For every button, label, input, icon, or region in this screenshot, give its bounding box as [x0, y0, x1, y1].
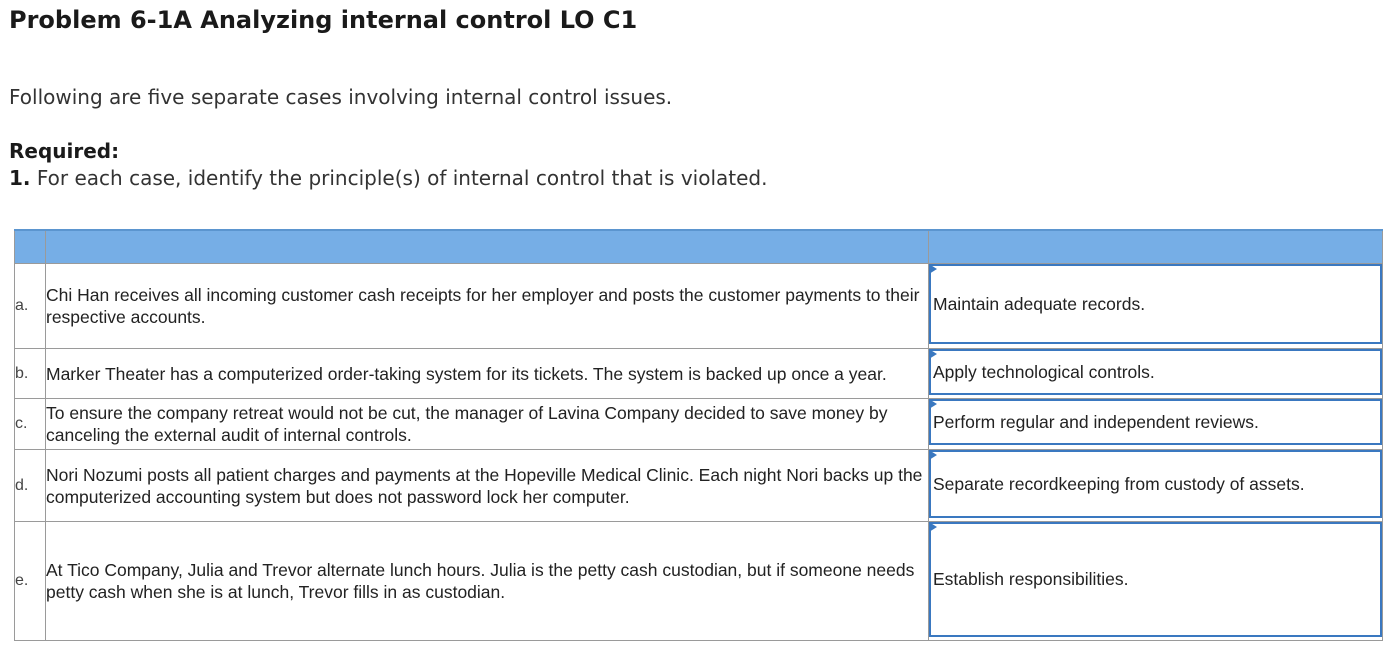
case-description: Nori Nozumi posts all patient charges and payments at the Hopeville Medical Clinic. Each night Nori backs up the computerized accounting system but does not password lock her computer. [46, 450, 929, 522]
required-instruction [9, 166, 767, 190]
answer-cell [929, 450, 1383, 522]
table-row [15, 522, 1383, 641]
dropdown-indicator-icon [929, 522, 937, 532]
answer-dropdown[interactable] [929, 399, 1382, 445]
answer-dropdown[interactable] [929, 349, 1382, 395]
answer-cell [929, 264, 1383, 349]
answer-cell [929, 349, 1383, 399]
answer-selected-value: Apply technological controls. [933, 361, 1155, 382]
answer-selected-value: Separate recordkeeping from custody of assets. [933, 473, 1305, 494]
answer-cell [929, 399, 1383, 450]
table-row [15, 264, 1383, 349]
table-row [15, 450, 1383, 522]
row-letter: e. [15, 522, 46, 641]
row-letter: d. [15, 450, 46, 522]
answer-cell [929, 522, 1383, 641]
answer-dropdown[interactable] [929, 450, 1382, 518]
case-description: Chi Han receives all incoming customer cash receipts for her employer and posts the customer payments to their respective accounts. [46, 264, 929, 349]
dropdown-indicator-icon [929, 450, 937, 460]
page-title: Problem 6-1A Analyzing internal control LO C1 [9, 6, 638, 34]
required-number: 1. [9, 166, 31, 190]
required-text: For each case, identify the principle(s) of internal control that is violated. [36, 166, 768, 190]
case-description: To ensure the company retreat would not be cut, the manager of Lavina Company decided to save money by canceling the external audit of internal controls. [46, 399, 929, 450]
row-letter: a. [15, 264, 46, 349]
header-cell-letter [15, 230, 46, 264]
table-row [15, 349, 1383, 399]
answer-selected-value: Perform regular and independent reviews. [933, 411, 1259, 432]
case-description: Marker Theater has a computerized order-taking system for its tickets. The system is backed up once a year. [46, 349, 929, 399]
dropdown-indicator-icon [929, 349, 937, 359]
table-row [15, 399, 1383, 450]
dropdown-indicator-icon [929, 264, 937, 274]
case-description: At Tico Company, Julia and Trevor alternate lunch hours. Julia is the petty cash custodian, but if someone needs petty cash when she is at lunch, Trevor fills in as custodian. [46, 522, 929, 641]
row-letter: c. [15, 399, 46, 450]
answer-selected-value: Maintain adequate records. [933, 293, 1146, 314]
answer-dropdown[interactable] [929, 522, 1382, 637]
answer-dropdown[interactable] [929, 264, 1382, 344]
row-letter: b. [15, 349, 46, 399]
required-label: Required: [9, 139, 120, 163]
header-cell-answer [929, 230, 1383, 264]
cases-table [14, 229, 1383, 641]
dropdown-indicator-icon [929, 399, 937, 409]
intro-text: Following are five separate cases involving internal control issues. [9, 85, 673, 109]
header-cell-case [46, 230, 929, 264]
answer-selected-value: Establish responsibilities. [933, 569, 1129, 589]
table-header-row [15, 230, 1383, 264]
